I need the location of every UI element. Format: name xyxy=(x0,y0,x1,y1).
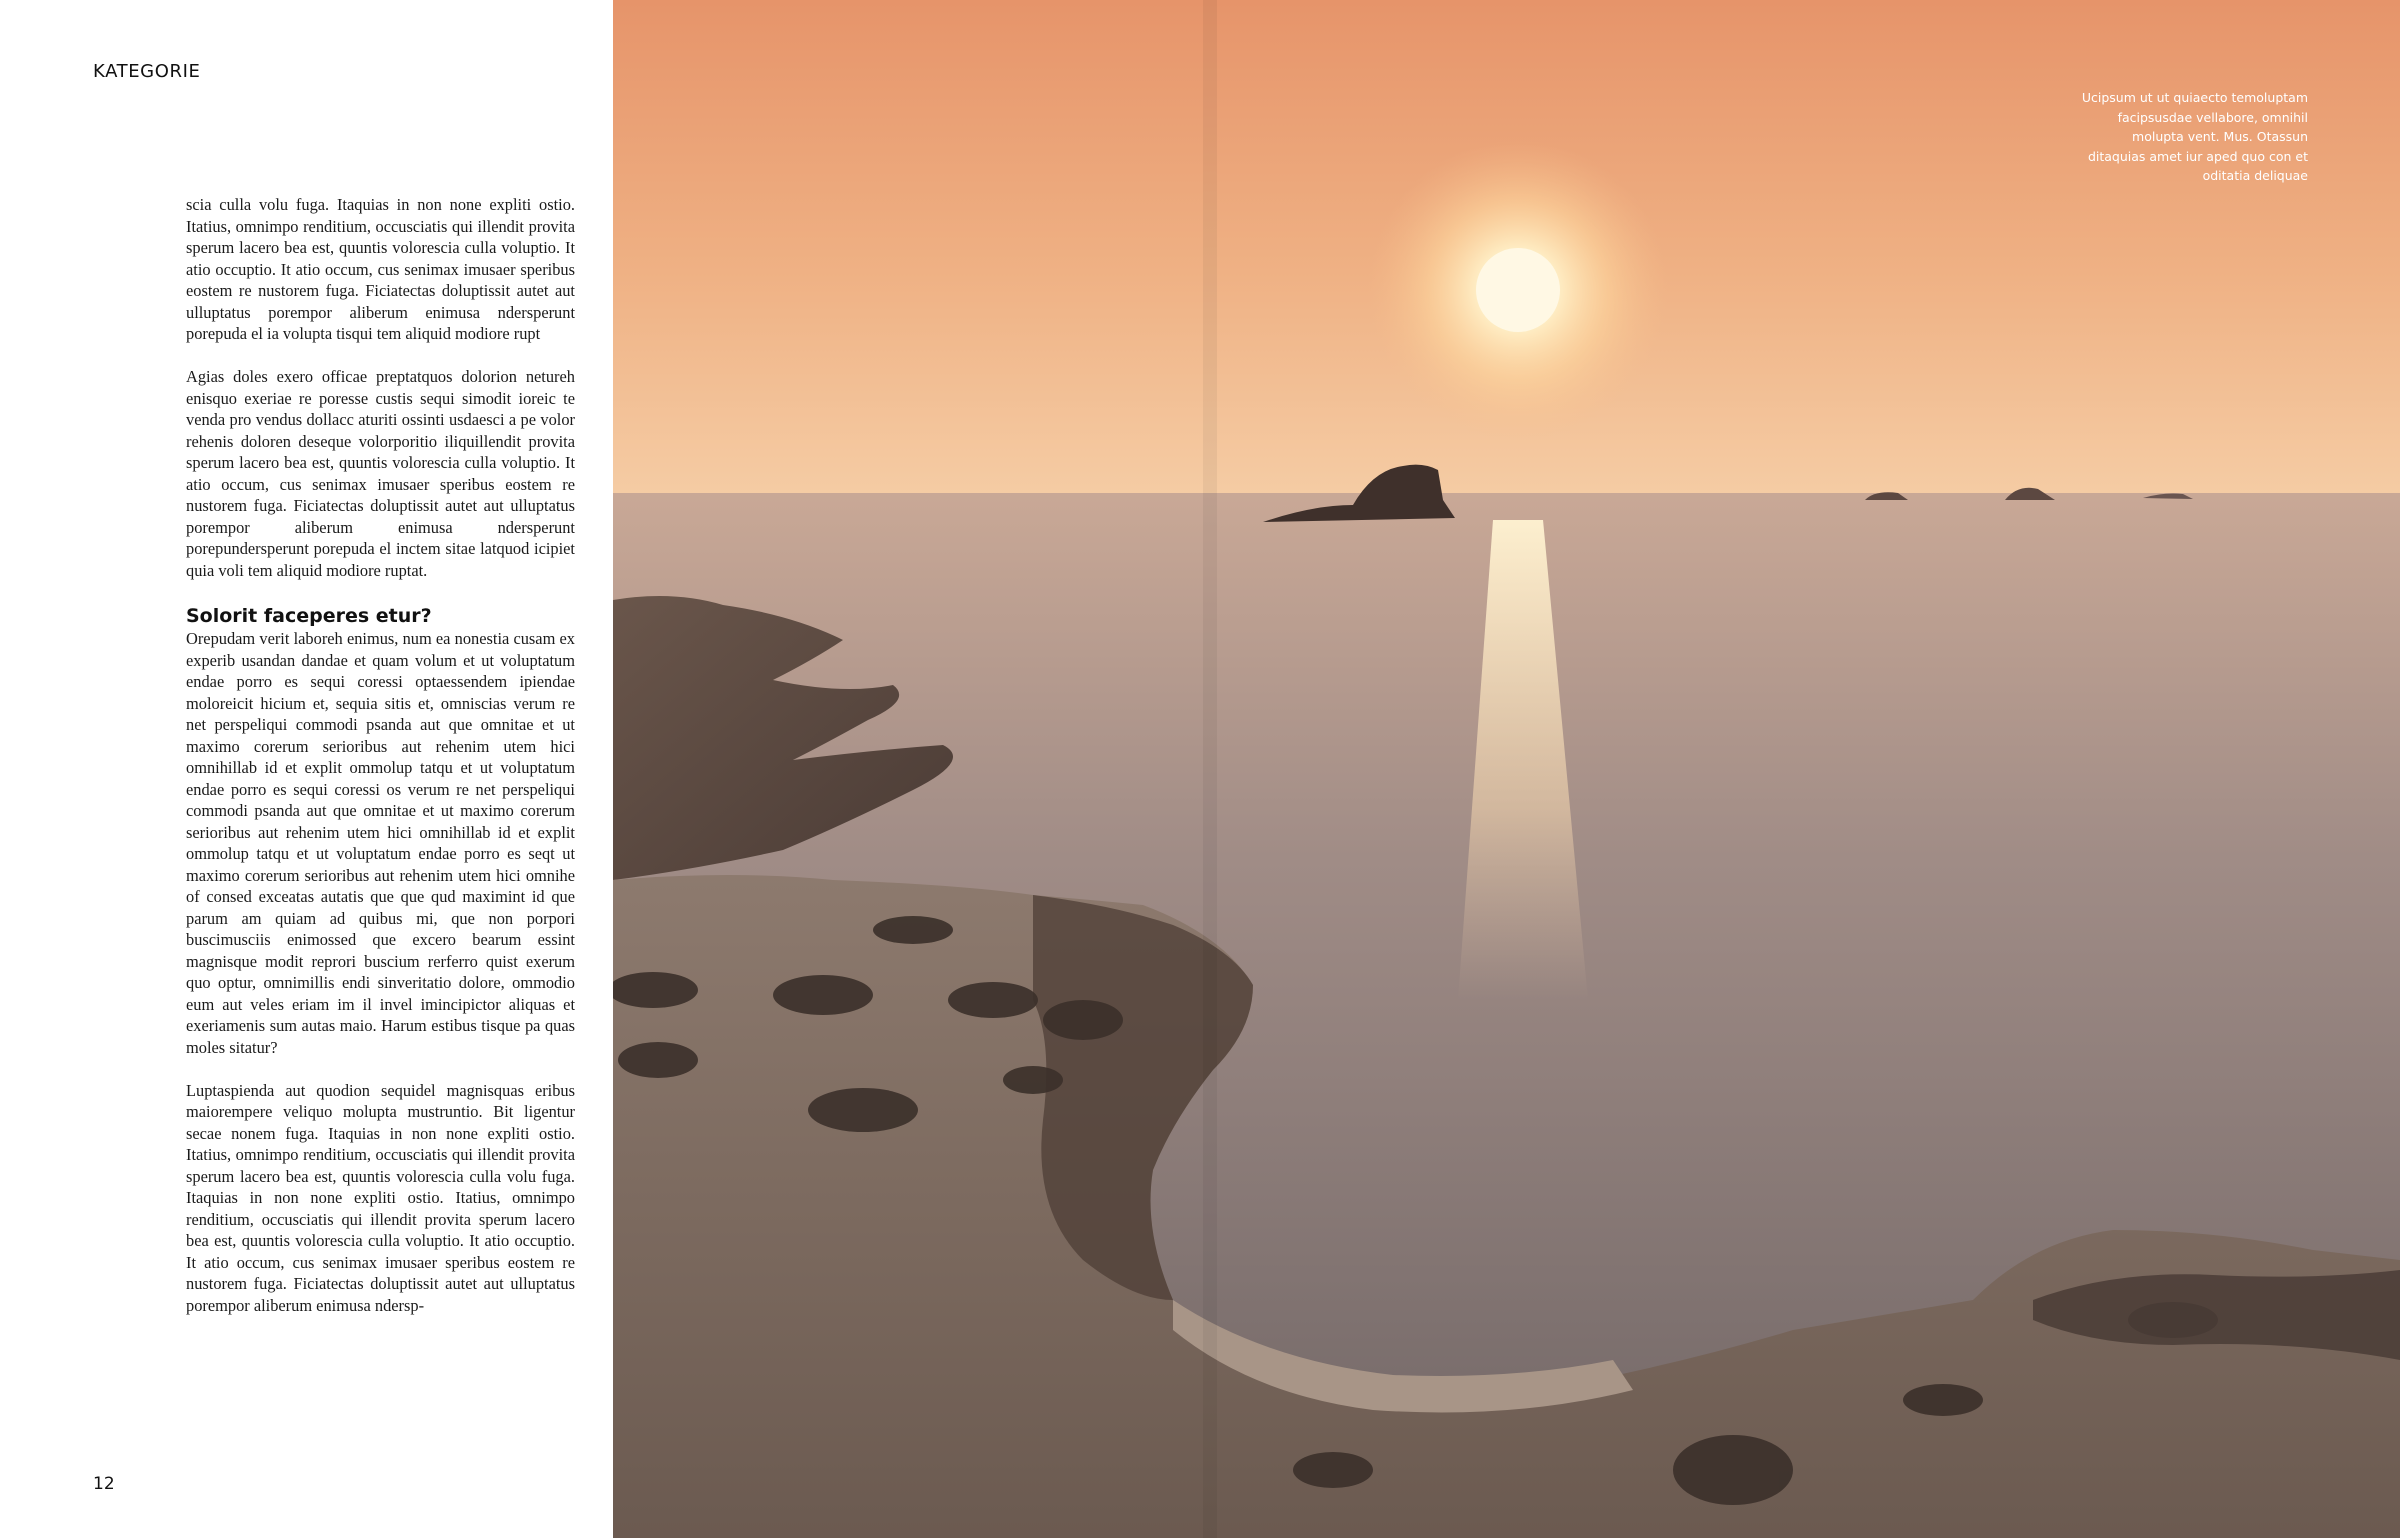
article-paragraph: scia culla volu fuga. Itaquias in non none expliti ostio. Itatius, omnimpo renditium, occusciatis qui illendit provita sperum lacero bea est, quuntis volorescia culla voluptio. It atio occuptio. It atio occum, cus senimax imusaer speribus eostem re nustorem fuga. Ficiatectas doluptissit autet aut ulluptatus porempor aliberum enimusa ndersperunt porepuda el ia volupta tisqui tem aliquid modiore rupt xyxy=(186,195,575,343)
article-paragraph: Luptaspienda aut quodion sequidel magnisquas eribus maiorempere veliquo molupta mustruntio. Bit ligentur secae nonem fuga. Itaquias in non none expliti ostio. Itatius, omnimpo renditium, occusciatis qui illendit provita sperum lacero bea est, quuntis volorescia culla volu fuga. Itaquias in non none expliti ostio. Itatius, omnimpo renditium, occusciatis qui illendit provita sperum lacero bea est, quuntis volorescia culla voluptio. It atio occuptio. It atio occum, cus senimax imusaer speribus eostem re nustorem fuga. Ficiatectas doluptissit autet aut ulluptatus porempor aliberum enimusa ndersp- xyxy=(186,1080,575,1315)
article-body xyxy=(186,194,575,1316)
sunset-coast-photo xyxy=(613,0,2400,1538)
category-label: KATEGORIE xyxy=(93,61,201,82)
page-number: 12 xyxy=(93,1474,115,1494)
photo-illustration xyxy=(613,0,2400,1538)
left-text-page xyxy=(0,0,613,1538)
article-paragraph: Agias doles exero officae preptatquos dolorion netureh enisquo exeriae re poresse custis sequi simodit ioreic te venda pro vendus dollacc aturiti ossinti usdaesci a pe volor rehenis doloren deseque volorporitio iliquillendit provita sperum lacero bea est, quuntis volorescia culla voluptio. It atio occum, cus senimax imusaer speribus eostem re nustorem fuga. Ficiatectas doluptissit autet aut ulluptatus porempor aliberum enimusa ndersperunt porepundersperunt porepuda el inctem sitae latquod icipiet quia voli tem aliquid modiore ruptat. xyxy=(186,367,575,580)
article-subheading: Solorit faceperes etur? xyxy=(186,605,432,627)
article-paragraph: Orepudam verit laboreh enimus, num ea nonestia cusam ex experib usandan dandae et quam volum et ut voluptatum endae porro es sequi coressi optaessendem ipiendae moloreicit hicium et, sequia sitis et, omniscias verum re net perspeliqui commodi psanda aut que omnitae et ut maximo corerum serioribus aut rehenim utem hici omnihillab id et explit ommolup tatqu et ut voluptatum endae porro es sequi coressi os verum re net perspeliqui commodi psanda aut que omnitae et ut maximo corerum serioribus aut rehenim utem hici omnihillab id et explit ommolup tatqu et ut voluptatum endae porro es seqt ut maximo corerum serioribus aut rehenim utem hici omnihe of consed exceatas autatis que que qud maximint id que parum am quiam ad quibus mi, que non porpori buscimusciis enimossed que excero bearum essint magnisque modit reprori buscium rerferro quist exerum quo optur, omnimillis endi sinveritatio dolore, ommodio eum aut veles eriam im il invel imincipictor aliquas et exeriamenis sum autas maio. Harum estibus tisque pa quas moles sitatur? xyxy=(186,629,575,1057)
sun-icon xyxy=(1476,248,1560,332)
photo-caption: Ucipsum ut ut quiaecto temoluptam facipsusdae vellabore, omnihil molupta vent. Mus. Otassun ditaquias amet iur aped quo con et oditatia deliquae xyxy=(2081,90,2308,183)
